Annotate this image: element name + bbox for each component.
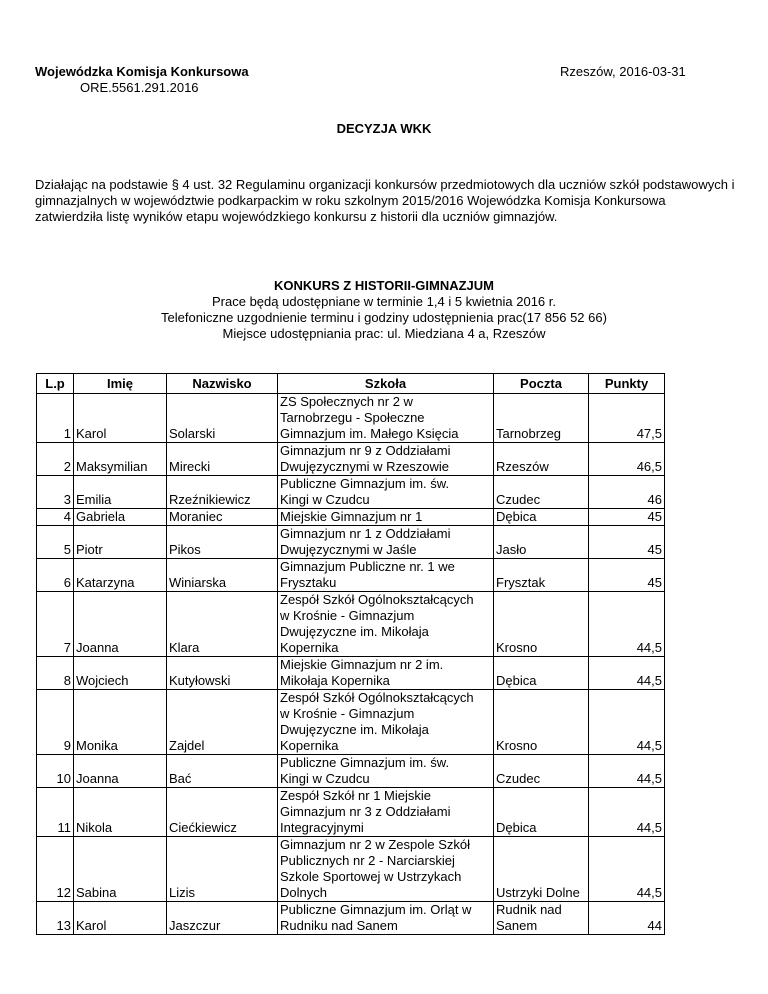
- cell-poczta: [494, 476, 589, 509]
- cell-nazwisko: Lizis: [167, 837, 278, 902]
- cell-imie: Piotr: [74, 526, 167, 559]
- school-line: Gimnazjum nr 9 z Oddziałami: [280, 443, 451, 458]
- cell-imie: Nikola: [74, 788, 167, 837]
- school-line: Dolnych: [280, 885, 327, 900]
- cell-imie: Sabina: [74, 837, 167, 902]
- table-row: [37, 443, 665, 476]
- results-table: [36, 373, 665, 935]
- cell-lp: 7: [37, 592, 74, 657]
- cell-szkola: [278, 394, 494, 443]
- cell-punkty: 44,5: [589, 837, 665, 902]
- school-line: Kingi w Czudcu: [280, 771, 370, 786]
- table-row: [37, 526, 665, 559]
- table-row: [37, 788, 665, 837]
- cell-lp: 13: [37, 902, 74, 935]
- cell-szkola: [278, 788, 494, 837]
- cell-imie: Monika: [74, 690, 167, 755]
- cell-poczta: [494, 657, 589, 690]
- cell-punkty: 47,5: [589, 394, 665, 443]
- cell-punkty: 44,5: [589, 592, 665, 657]
- table-row: [37, 837, 665, 902]
- contest-info: [0, 278, 768, 342]
- post-line: Jasło: [496, 542, 527, 557]
- cell-punkty: 44,5: [589, 788, 665, 837]
- school-line: Gimnazjum nr 1 z Oddziałami: [280, 526, 451, 541]
- cell-punkty: 44,5: [589, 657, 665, 690]
- cell-lp: 10: [37, 755, 74, 788]
- cell-poczta: [494, 690, 589, 755]
- cell-imie: Karol: [74, 902, 167, 935]
- table-row: [37, 690, 665, 755]
- table-row: [37, 476, 665, 509]
- post-line: Krosno: [496, 640, 538, 655]
- cell-szkola: [278, 902, 494, 935]
- results-body: [37, 394, 665, 935]
- cell-nazwisko: Kutyłowski: [167, 657, 278, 690]
- school-line: Mikołaja Kopernika: [280, 673, 390, 688]
- cell-lp: 9: [37, 690, 74, 755]
- school-line: Miejskie Gimnazjum nr 2 im.: [280, 657, 444, 672]
- table-row: [37, 902, 665, 935]
- school-line: Zespół Szkół Ogólnokształcących: [280, 690, 474, 705]
- cell-poczta: [494, 902, 589, 935]
- school-line: Gimnazjum nr 3 z Oddziałami: [280, 804, 451, 819]
- school-line: Gimnazjum im. Małego Księcia: [280, 426, 459, 441]
- cell-szkola: [278, 559, 494, 592]
- school-line: Kingi w Czudcu: [280, 492, 370, 507]
- cell-lp: 12: [37, 837, 74, 902]
- school-line: Publicznych nr 2 - Narciarskiej: [280, 853, 455, 868]
- school-line: Publiczne Gimnazjum im. Orląt w: [280, 902, 472, 917]
- table-row: [37, 394, 665, 443]
- cell-punkty: 44,5: [589, 690, 665, 755]
- cell-poczta: [494, 788, 589, 837]
- cell-nazwisko: Rzeźnikiewicz: [167, 476, 278, 509]
- cell-imie: Karol: [74, 394, 167, 443]
- cell-poczta: [494, 837, 589, 902]
- cell-nazwisko: Jaszczur: [167, 902, 278, 935]
- col-header-szkola: Szkoła: [278, 374, 494, 394]
- cell-nazwisko: Klara: [167, 592, 278, 657]
- cell-imie: Katarzyna: [74, 559, 167, 592]
- cell-poczta: [494, 592, 589, 657]
- cell-nazwisko: Solarski: [167, 394, 278, 443]
- cell-punkty: 45: [589, 509, 665, 526]
- cell-punkty: 46,5: [589, 443, 665, 476]
- cell-nazwisko: Mirecki: [167, 443, 278, 476]
- organization-name: Wojewódzka Komisja Konkursowa: [35, 64, 249, 79]
- post-line: Ustrzyki Dolne: [496, 885, 580, 900]
- cell-szkola: [278, 755, 494, 788]
- cell-szkola: [278, 476, 494, 509]
- school-line: Rudniku nad Sanem: [280, 918, 398, 933]
- cell-nazwisko: Zajdel: [167, 690, 278, 755]
- post-line: Tarnobrzeg: [496, 426, 562, 441]
- school-line: Szkole Sportowej w Ustrzykach: [280, 869, 462, 884]
- post-line: Rzeszów: [496, 459, 549, 474]
- cell-poczta: [494, 526, 589, 559]
- school-line: Dwujęzycznymi w Rzeszowie: [280, 459, 450, 474]
- cell-lp: 6: [37, 559, 74, 592]
- school-line: w Krośnie - Gimnazjum: [280, 706, 415, 721]
- school-line: Integracyjnymi: [280, 820, 364, 835]
- contest-line-place: Miejsce udostępniania prac: ul. Miedziana 4 a, Rzeszów: [222, 326, 546, 341]
- col-header-imie: Imię: [74, 374, 167, 394]
- post-line: Rudnik nad: [496, 902, 562, 917]
- school-line: Kopernika: [280, 640, 339, 655]
- school-line: Dwujęzyczne im. Mikołaja: [280, 624, 429, 639]
- post-line: Frysztak: [496, 575, 546, 590]
- col-header-lp: L.p: [37, 374, 74, 394]
- post-line: Dębica: [496, 820, 537, 835]
- cell-imie: Wojciech: [74, 657, 167, 690]
- cell-punkty: 46: [589, 476, 665, 509]
- post-line: Dębica: [496, 509, 537, 524]
- cell-lp: 11: [37, 788, 74, 837]
- cell-punkty: 45: [589, 559, 665, 592]
- school-line: Zespół Szkół Ogólnokształcących: [280, 592, 474, 607]
- table-row: [37, 509, 665, 526]
- reference-number: ORE.5561.291.2016: [80, 80, 199, 95]
- cell-lp: 4: [37, 509, 74, 526]
- cell-lp: 1: [37, 394, 74, 443]
- cell-poczta: [494, 559, 589, 592]
- table-header-row: [37, 374, 665, 394]
- post-line: Krosno: [496, 738, 538, 753]
- col-header-poczta: Poczta: [494, 374, 589, 394]
- table-row: [37, 657, 665, 690]
- cell-poczta: [494, 755, 589, 788]
- cell-poczta: [494, 394, 589, 443]
- cell-poczta: [494, 509, 589, 526]
- school-line: Publiczne Gimnazjum im. św.: [280, 476, 450, 491]
- cell-nazwisko: Winiarska: [167, 559, 278, 592]
- school-line: Zespół Szkół nr 1 Miejskie: [280, 788, 431, 803]
- post-line: Dębica: [496, 673, 537, 688]
- post-line: Sanem: [496, 918, 538, 933]
- cell-szkola: [278, 592, 494, 657]
- cell-imie: Joanna: [74, 755, 167, 788]
- decision-title: DECYZJA WKK: [336, 121, 432, 136]
- cell-nazwisko: Bać: [167, 755, 278, 788]
- cell-szkola: [278, 526, 494, 559]
- cell-szkola: [278, 443, 494, 476]
- cell-lp: 3: [37, 476, 74, 509]
- cell-imie: Maksymilian: [74, 443, 167, 476]
- school-line: Gimnazjum Publiczne nr. 1 we: [280, 559, 455, 574]
- contest-line-phone: Telefoniczne uzgodnienie terminu i godziny udostępnienia prac(17 856 52 66): [161, 310, 607, 325]
- cell-imie: Emilia: [74, 476, 167, 509]
- cell-lp: 8: [37, 657, 74, 690]
- school-line: Dwujęzyczne im. Mikołaja: [280, 722, 429, 737]
- school-line: Dwujęzycznymi w Jaśle: [280, 542, 417, 557]
- cell-szkola: [278, 657, 494, 690]
- contest-title: KONKURS Z HISTORII-GIMNAZJUM: [273, 278, 495, 293]
- cell-punkty: 44,5: [589, 755, 665, 788]
- school-line: Kopernika: [280, 738, 339, 753]
- cell-szkola: [278, 509, 494, 526]
- cell-szkola: [278, 837, 494, 902]
- cell-nazwisko: Pikos: [167, 526, 278, 559]
- cell-imie: Gabriela: [74, 509, 167, 526]
- post-line: Czudec: [496, 492, 541, 507]
- table-row: [37, 592, 665, 657]
- cell-nazwisko: Moraniec: [167, 509, 278, 526]
- school-line: Miejskie Gimnazjum nr 1: [280, 509, 423, 524]
- cell-imie: Joanna: [74, 592, 167, 657]
- table-row: [37, 755, 665, 788]
- cell-punkty: 45: [589, 526, 665, 559]
- cell-punkty: 44: [589, 902, 665, 935]
- table-row: [37, 559, 665, 592]
- contest-line-dates: Prace będą udostępniane w terminie 1,4 i 5 kwietnia 2016 r.: [212, 294, 556, 309]
- post-line: Czudec: [496, 771, 541, 786]
- col-header-nazwisko: Nazwisko: [167, 374, 278, 394]
- cell-lp: 2: [37, 443, 74, 476]
- col-header-punkty: Punkty: [589, 374, 665, 394]
- school-line: Gimnazjum nr 2 w Zespole Szkół: [280, 837, 471, 852]
- place-date: Rzeszów, 2016-03-31: [560, 64, 686, 79]
- cell-szkola: [278, 690, 494, 755]
- school-line: Publiczne Gimnazjum im. św.: [280, 755, 450, 770]
- cell-lp: 5: [37, 526, 74, 559]
- school-line: w Krośnie - Gimnazjum: [280, 608, 415, 623]
- school-line: ZS Społecznych nr 2 w: [280, 394, 413, 409]
- cell-nazwisko: Ciećkiewicz: [167, 788, 278, 837]
- cell-poczta: [494, 443, 589, 476]
- intro-paragraph: Działając na podstawie § 4 ust. 32 Regulaminu organizacji konkursów przedmiotowych dla uczniów szkół podstawowych i gimnazjalnych w województwie podkarpackim w roku szkolnym 2015/2016 Wojewódzka Komisja Konkursowa zatwierdziła listę wyników etapu wojewódzkiego konkursu z historii dla uczniów gimnazjów.: [35, 177, 735, 224]
- school-line: Frysztaku: [280, 575, 337, 590]
- school-line: Tarnobrzegu - Społeczne: [280, 410, 425, 425]
